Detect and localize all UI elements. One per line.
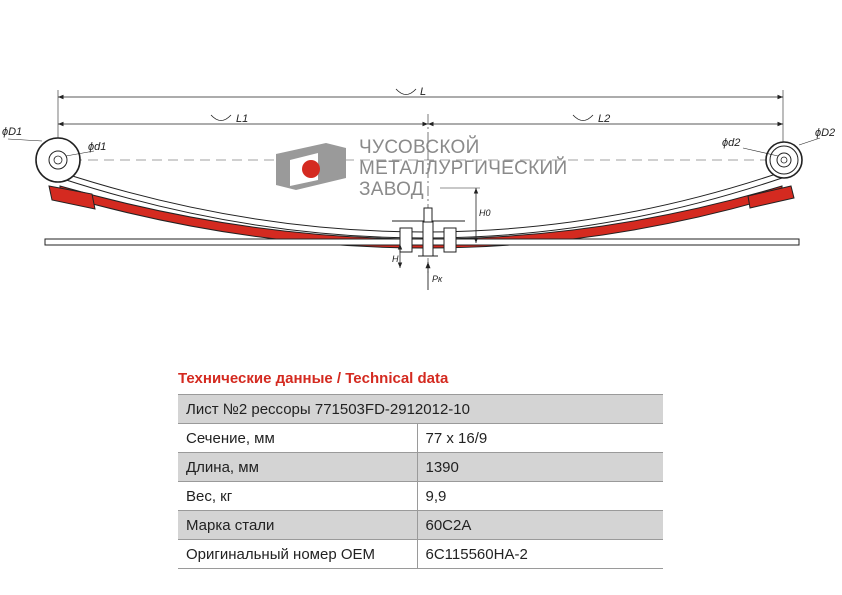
row-label: Марка стали	[178, 511, 417, 540]
technical-data-title: Технические данные / Technical data	[178, 370, 449, 387]
logo-line-3: ЗАВОД	[359, 179, 424, 200]
plant-logo-icon	[276, 143, 346, 190]
load-arrow-Pk	[428, 262, 443, 290]
logo-line-2: МЕТАЛЛУРГИЧЕСКИЙ	[359, 158, 568, 179]
dimension-L2	[428, 113, 783, 125]
plant-logo-text	[359, 137, 567, 200]
label-D2: ϕD2	[815, 127, 836, 139]
technical-data-table	[178, 394, 663, 569]
row-label: Оригинальный номер OEM	[178, 540, 417, 569]
label-L: L	[420, 86, 427, 98]
table-row	[178, 511, 663, 540]
row-value: 60С2А	[417, 511, 663, 540]
label-D1: ϕD1	[2, 126, 23, 138]
label-d1: ϕd1	[88, 141, 107, 153]
row-label: Вес, кг	[178, 482, 417, 511]
center-bolt-assembly	[392, 208, 465, 256]
row-label: Длина, мм	[178, 453, 417, 482]
row-value: 77 x 16/9	[417, 424, 663, 453]
label-Pk: Pк	[432, 274, 443, 284]
left-spring-eye	[36, 138, 80, 182]
row-label: Сечение, мм	[178, 424, 417, 453]
row-value: 6С115560НА-2	[417, 540, 663, 569]
row-value: 1390	[417, 453, 663, 482]
base-plate	[45, 239, 799, 245]
label-L2: L2	[598, 113, 611, 125]
table-row	[178, 482, 663, 511]
label-H: H	[392, 254, 399, 264]
right-spring-eye	[766, 142, 802, 178]
row-value: 9,9	[417, 482, 663, 511]
logo-line-1: ЧУСОВСКОЙ	[359, 137, 480, 158]
table-row	[178, 424, 663, 453]
label-d2: ϕd2	[722, 137, 741, 149]
label-L1: L1	[236, 113, 249, 125]
table-row	[178, 453, 663, 482]
table-row	[178, 540, 663, 569]
table-header-row	[178, 395, 663, 424]
part-name: Лист №2 рессоры 771503FD-2912012-10	[178, 395, 663, 424]
label-H0: H0	[479, 208, 491, 218]
dimension-L1	[58, 113, 428, 125]
